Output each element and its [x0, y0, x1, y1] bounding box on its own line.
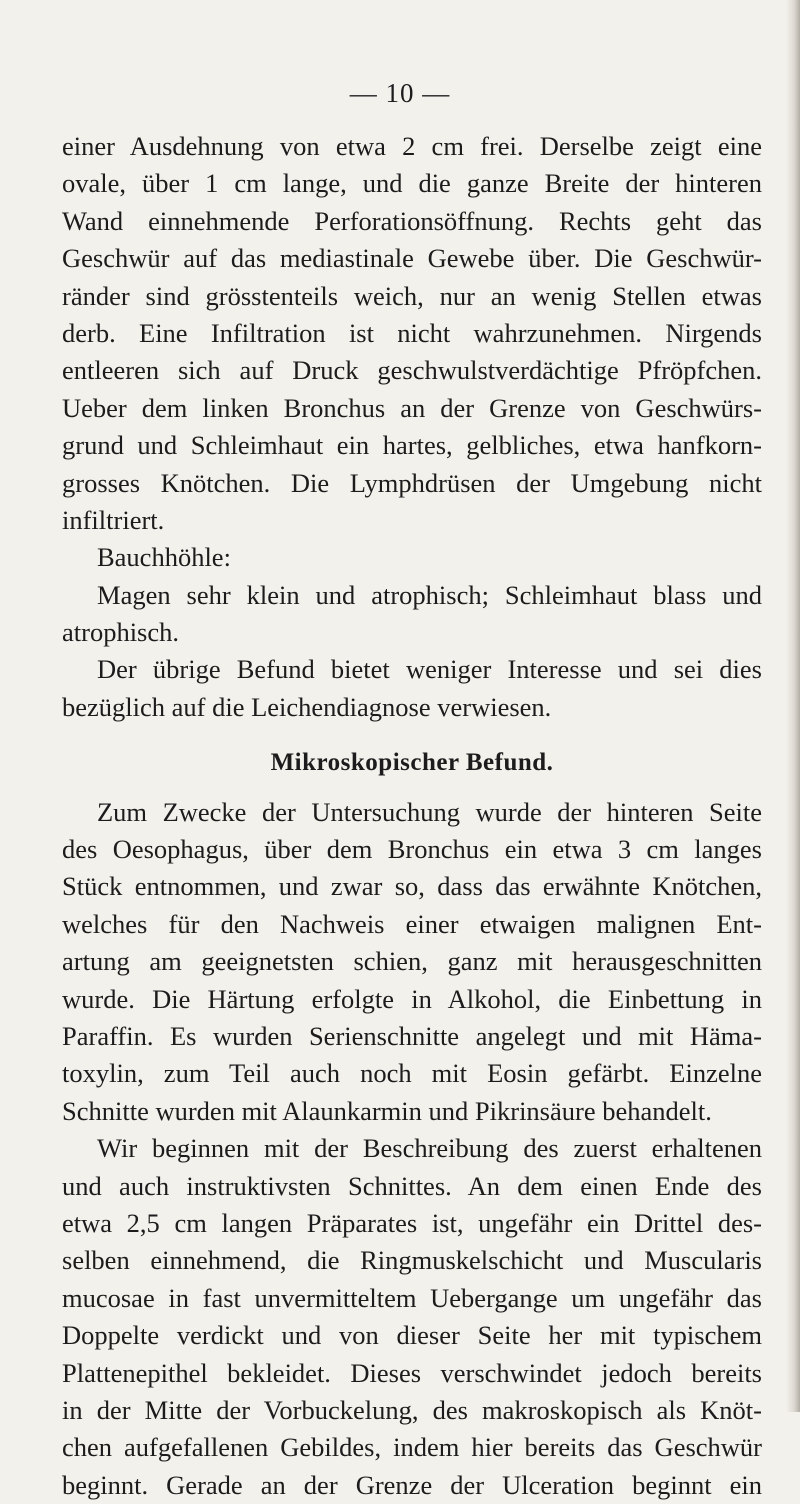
section-heading: Mikroskopischer Befund.: [270, 749, 554, 777]
text-line: wurde. Die Härtung erfolgte in Alkohol, die Einbettung in: [62, 983, 762, 1014]
text-line: und auch instruktivsten Schnittes. An dem einen Ende des: [62, 1170, 762, 1201]
text-line: grund und Schleimhaut ein hartes, gelbliches, etwa hanfkorn-: [62, 430, 762, 461]
text-line: Bauchhöhle:: [97, 542, 231, 573]
text-line: toxylin, zum Teil auch noch mit Eosin gefärbt. Einzelne: [62, 1058, 762, 1089]
text-line: chen aufgefallenen Gebildes, indem hier bereits das Geschwür: [62, 1432, 762, 1463]
text-line: grosses Knötchen. Die Lymphdrüsen der Umgebung nicht: [62, 467, 762, 498]
text-line: Plattenepithel bekleidet. Dieses verschwindet jedoch bereits: [62, 1357, 762, 1388]
body-text: [62, 128, 762, 1504]
text-line: infiltriert.: [62, 504, 165, 535]
text-line: Geschwür auf das mediastinale Gewebe über. Die Geschwür-: [62, 243, 762, 274]
text-line: Schnitte wurden mit Alaunkarmin und Pikrinsäure behandelt.: [62, 1095, 712, 1126]
text-line: Wand einnehmende Perforationsöffnung. Rechts geht das: [62, 205, 762, 236]
text-line: beginnt. Gerade an der Grenze der Ulceration beginnt ein: [62, 1469, 762, 1500]
text-line: Zum Zwecke der Untersuchung wurde der hinteren Seite: [97, 796, 762, 827]
text-line: bezüglich auf die Leichendiagnose verwiesen.: [62, 691, 552, 722]
text-line: atrophisch.: [62, 617, 180, 648]
text-line: einer Ausdehnung von etwa 2 cm frei. Derselbe zeigt eine: [62, 131, 762, 161]
text-line: welches für den Nachweis einer etwaigen malignen Ent-: [62, 908, 762, 939]
text-line: Ueber dem linken Bronchus an der Grenze von Geschwürs-: [62, 392, 762, 423]
text-line: Paraffin. Es wurden Serienschnitte angelegt und mit Häma-: [62, 1020, 762, 1051]
text-line: ovale, über 1 cm lange, und die ganze Breite der hinteren: [62, 168, 762, 199]
text-line: derb. Eine Infiltration ist nicht wahrzunehmen. Nirgends: [62, 317, 762, 348]
text-line: Der übrige Befund bietet weniger Interesse und sei dies: [97, 654, 762, 685]
text-line: etwa 2,5 cm langen Präparates ist, ungefähr ein Drittel des-: [62, 1207, 762, 1238]
text-line: mucosae in fast unvermitteltem Uebergange um ungefähr das: [62, 1282, 762, 1313]
text-line: Wir beginnen mit der Beschreibung des zuerst erhaltenen: [97, 1133, 762, 1164]
page-edge-shadow: [786, 0, 800, 1412]
text-line: des Oesophagus, über dem Bronchus ein etwa 3 cm langes: [62, 834, 762, 865]
text-line: Stück entnommen, und zwar so, dass das erwähnte Knötchen,: [62, 871, 762, 902]
text-line: selben einnehmend, die Ringmuskelschicht und Muscularis: [62, 1245, 762, 1276]
text-line: in der Mitte der Vorbuckelung, des makroskopisch als Knöt-: [62, 1394, 762, 1425]
text-line: entleeren sich auf Druck geschwulstverdächtige Pfröpfchen.: [62, 355, 762, 386]
text-line: artung am geeignetsten schien, ganz mit herausgeschnitten: [62, 946, 762, 977]
text-line: Magen sehr klein und atrophisch; Schleimhaut blass und: [97, 579, 762, 610]
page-number: — 10 —: [349, 78, 451, 108]
text-line: ränder sind grösstenteils weich, nur an wenig Stellen etwas: [62, 280, 762, 311]
text-line: Doppelte verdickt und von dieser Seite her mit typischem: [62, 1320, 762, 1351]
